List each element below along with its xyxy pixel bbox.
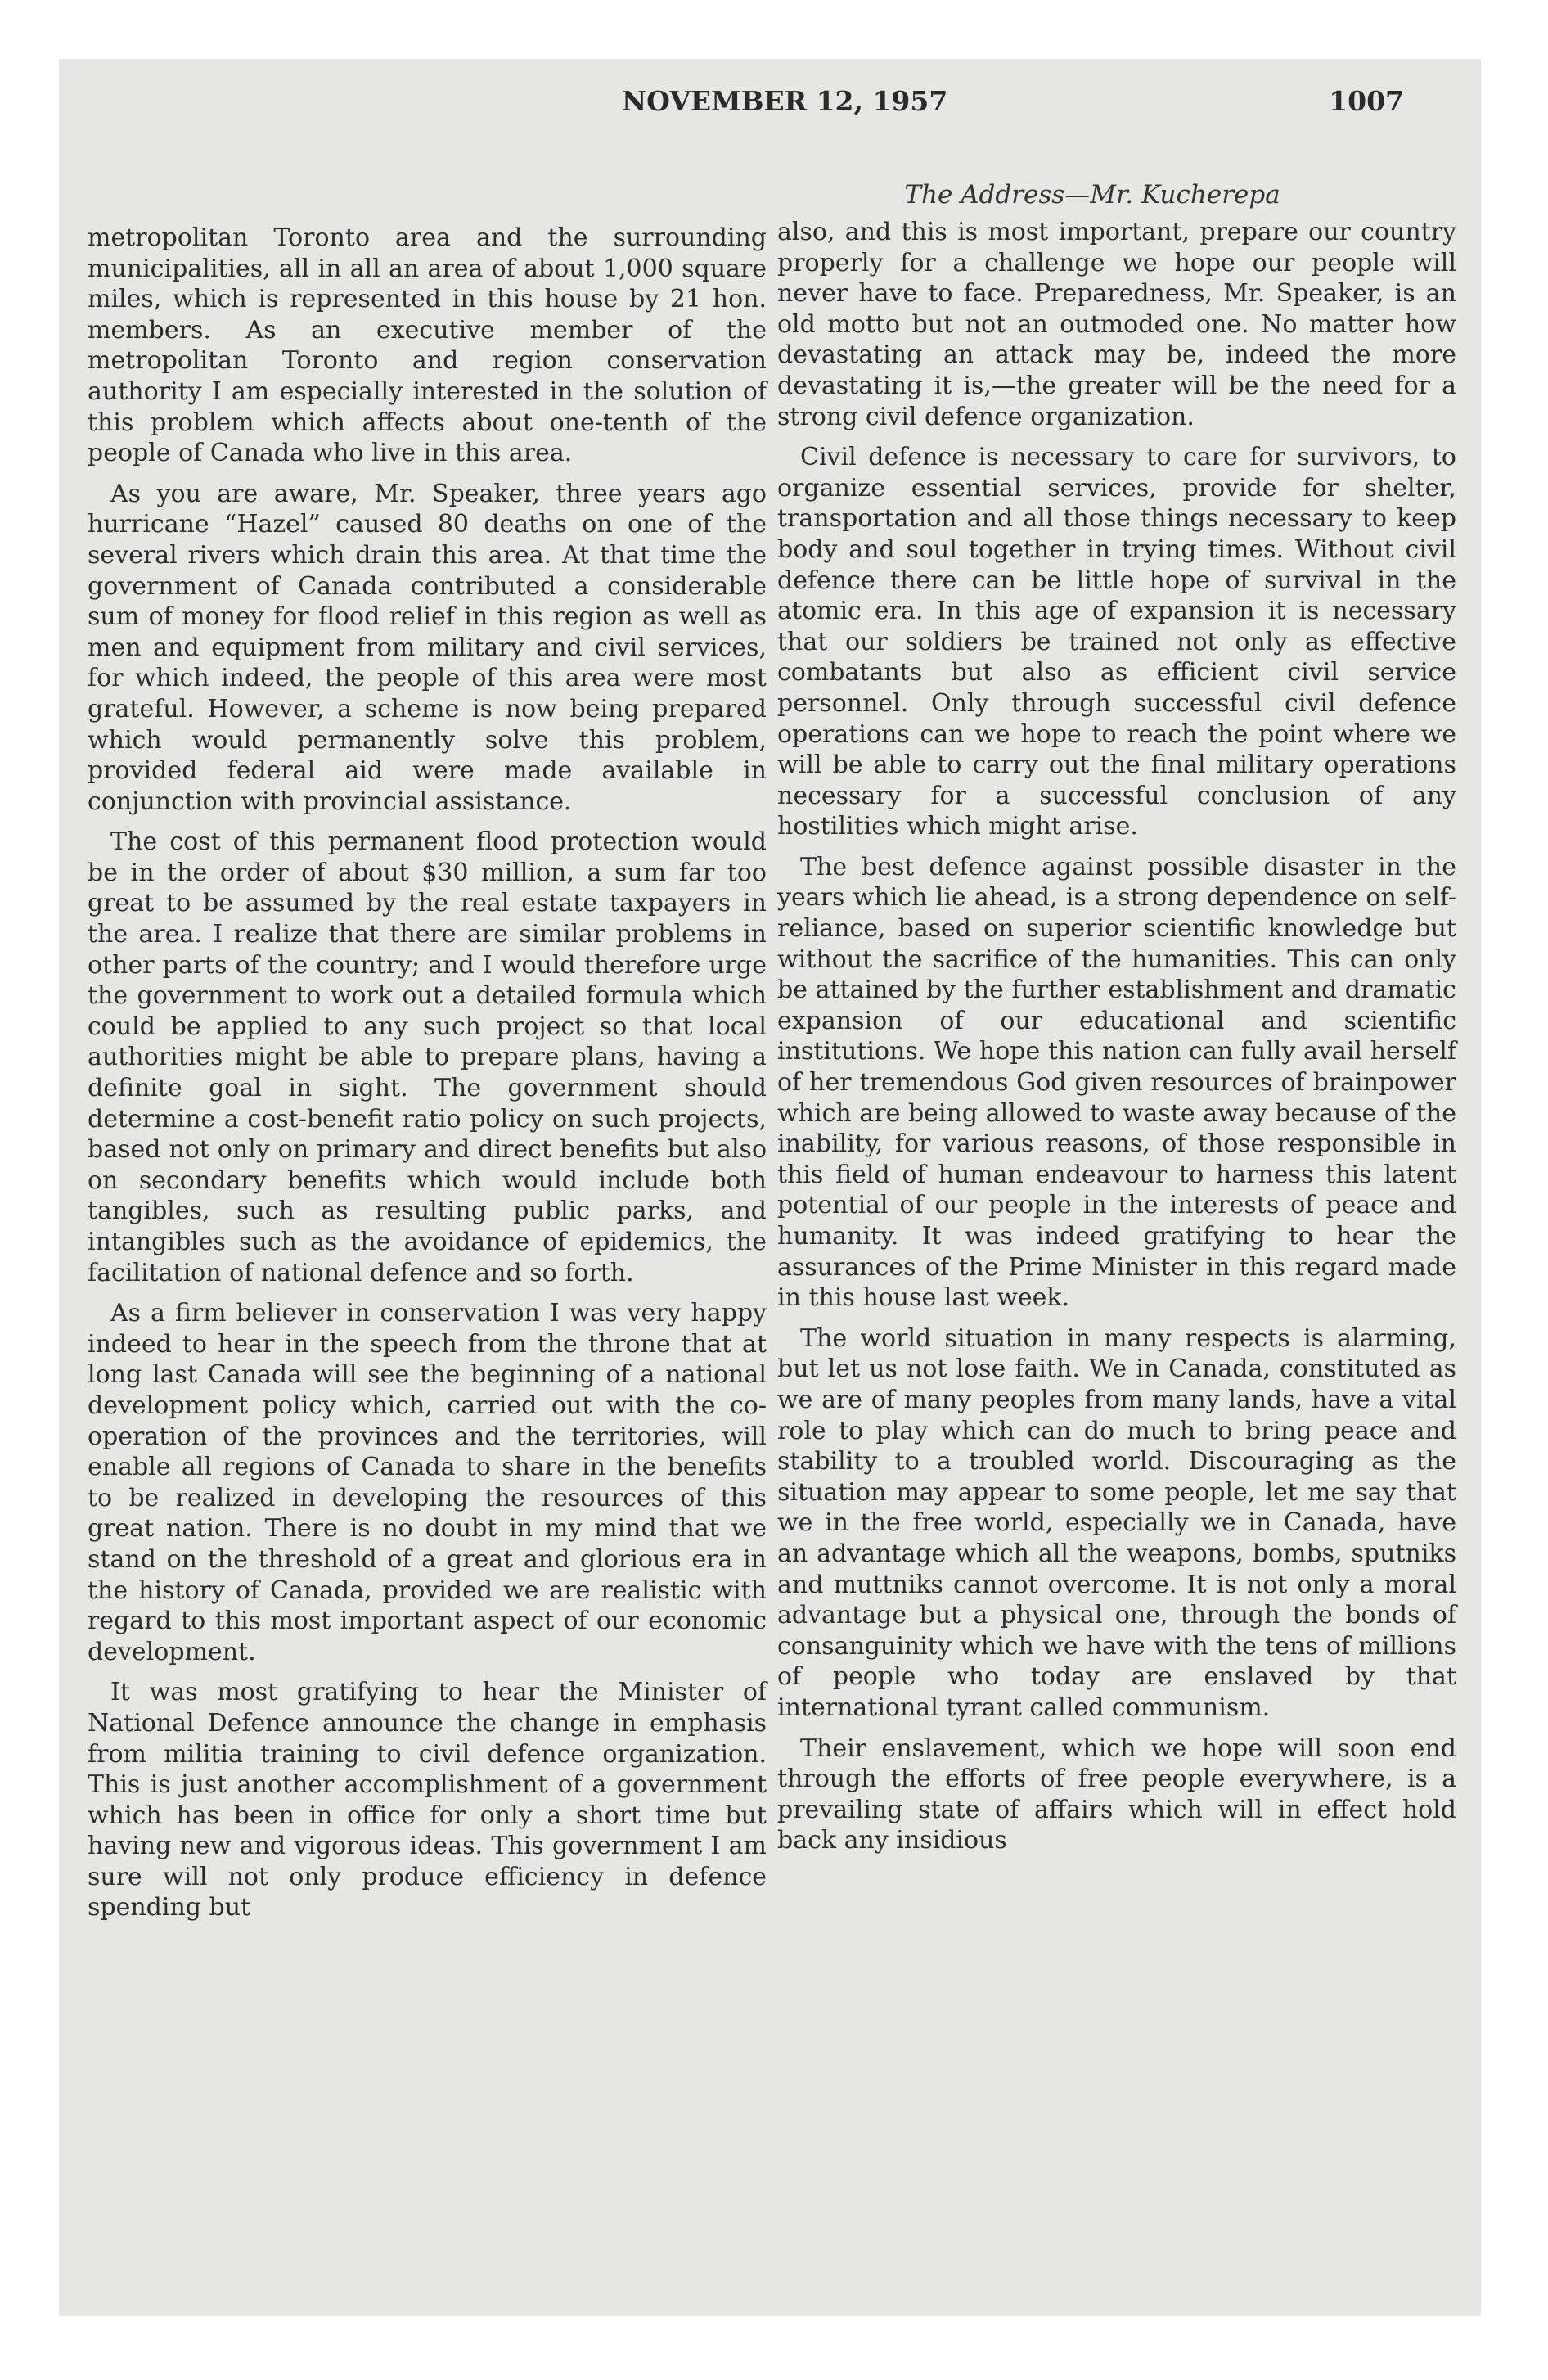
section-title: The Address—Mr. Kucherepa (904, 180, 1280, 210)
paragraph: metropolitan Toronto area and the surrounding municipalities, all in all an area of about 1,000 square miles, which is represented in this house by 21 hon. members. As an executive member of the metropolitan Toronto and region conservation authority I am especially interested in the solution of this problem which affects about one-tenth of the people of Canada who live in this area. (88, 223, 767, 468)
right-column (777, 217, 1456, 1866)
header-date: NOVEMBER 12, 1957 (622, 85, 948, 117)
paragraph: Civil defence is necessary to care for survivors, to organize essential services, provide for shelter, transportation and all those things necessary to keep body and soul together in trying times. Without civil defence there can be little hope of survival in the atomic era. In this age of expansion it is necessary that our soldiers be trained not only as effective combatants but also as efficient civil service personnel. Only through successful civil defence operations can we hope to reach the point where we will be able to carry out the final military operations necessary for a successful conclusion of any hostilities which might arise. (777, 443, 1456, 841)
paragraph: also, and this is most important, prepare our country properly for a challenge we hope our people will never have to face. Preparedness, Mr. Speaker, is an old motto but not an outmoded one. No matter how devastating an attack may be, indeed the more devastating it is,—the greater will be the need for a strong civil defence organization. (777, 218, 1456, 431)
paragraph: It was most gratifying to hear the Minister of National Defence announce the change in emphasis from militia training to civil defence organization. This is just another accomplishment of a government which has been in office for only a short time but having new and vigorous ideas. This government I am sure will not only produce efficiency in defence spending but (88, 1678, 767, 1922)
paragraph: The best defence against possible disaster in the years which lie ahead, is a strong dependence on self-reliance, based on superior scientific knowledge but without the sacrifice of the humanities. This can only be attained by the further establishment and dramatic expansion of our educational and scientific institutions. We hope this nation can fully avail herself of her tremendous God given resources of brainpower which are being allowed to waste away because of the inability, for various reasons, of those responsible in this field of human endeavour to harness this latent potential of our people in the interests of peace and humanity. It was indeed gratifying to hear the assurances of the Prime Minister in this regard made in this house last week. (777, 852, 1456, 1313)
paragraph: The cost of this permanent flood protection would be in the order of about $30 million, a sum far too great to be assumed by the real estate taxpayers in the area. I realize that there are similar problems in other parts of the country; and I would therefore urge the government to work out a detailed formula which could be applied to any such project so that local authorities might be able to prepare plans, having a definite goal in sight. The government should determine a cost-benefit ratio policy on such projects, based not only on primary and direct benefits but also on secondary benefits which would include both tangibles, such as resulting public parks, and intangibles such as the avoidance of epidemics, the facilitation of national defence and so forth. (88, 827, 767, 1287)
running-header (425, 85, 1404, 134)
paragraph: Their enslavement, which we hope will soon end through the efforts of free people everywhere, is a prevailing state of affairs which will in effect hold back any insidious (777, 1733, 1456, 1855)
page-number: 1007 (1329, 85, 1404, 117)
left-column (88, 223, 767, 1933)
paragraph: As you are aware, Mr. Speaker, three years ago hurricane “Hazel” caused 80 deaths on one of the several rivers which drain this area. At that time the government of Canada contributed a considerable sum of money for flood relief in this region as well as men and equipment from military and civil services, for which indeed, the people of this area were most grateful. However, a scheme is now being prepared which would permanently solve this problem, provided federal aid were made available in conjunction with provincial assistance. (88, 479, 767, 816)
paragraph: The world situation in many respects is alarming, but let us not lose faith. We in Canada, constituted as we are of many peoples from many lands, have a vital role to play which can do much to bring peace and stability to a troubled world. Discouraging as the situation may appear to some people, let me say that we in the free world, especially we in Canada, have an advantage which all the weapons, bombs, sputniks and muttniks cannot overcome. It is not only a moral advantage but a physical one, through the bonds of consanguinity which we have with the tens of millions of people who today are enslaved by that international tyrant called communism. (777, 1323, 1456, 1722)
paragraph: As a firm believer in conservation I was very happy indeed to hear in the speech from the throne that at long last Canada will see the beginning of a national development policy which, carried out with the co-operation of the provinces and the territories, will enable all regions of Canada to share in the benefits to be realized in developing the resources of this great nation. There is no doubt in my mind that we stand on the threshold of a great and glorious era in the history of Canada, provided we are realistic with regard to this most important aspect of our economic development. (88, 1299, 767, 1666)
